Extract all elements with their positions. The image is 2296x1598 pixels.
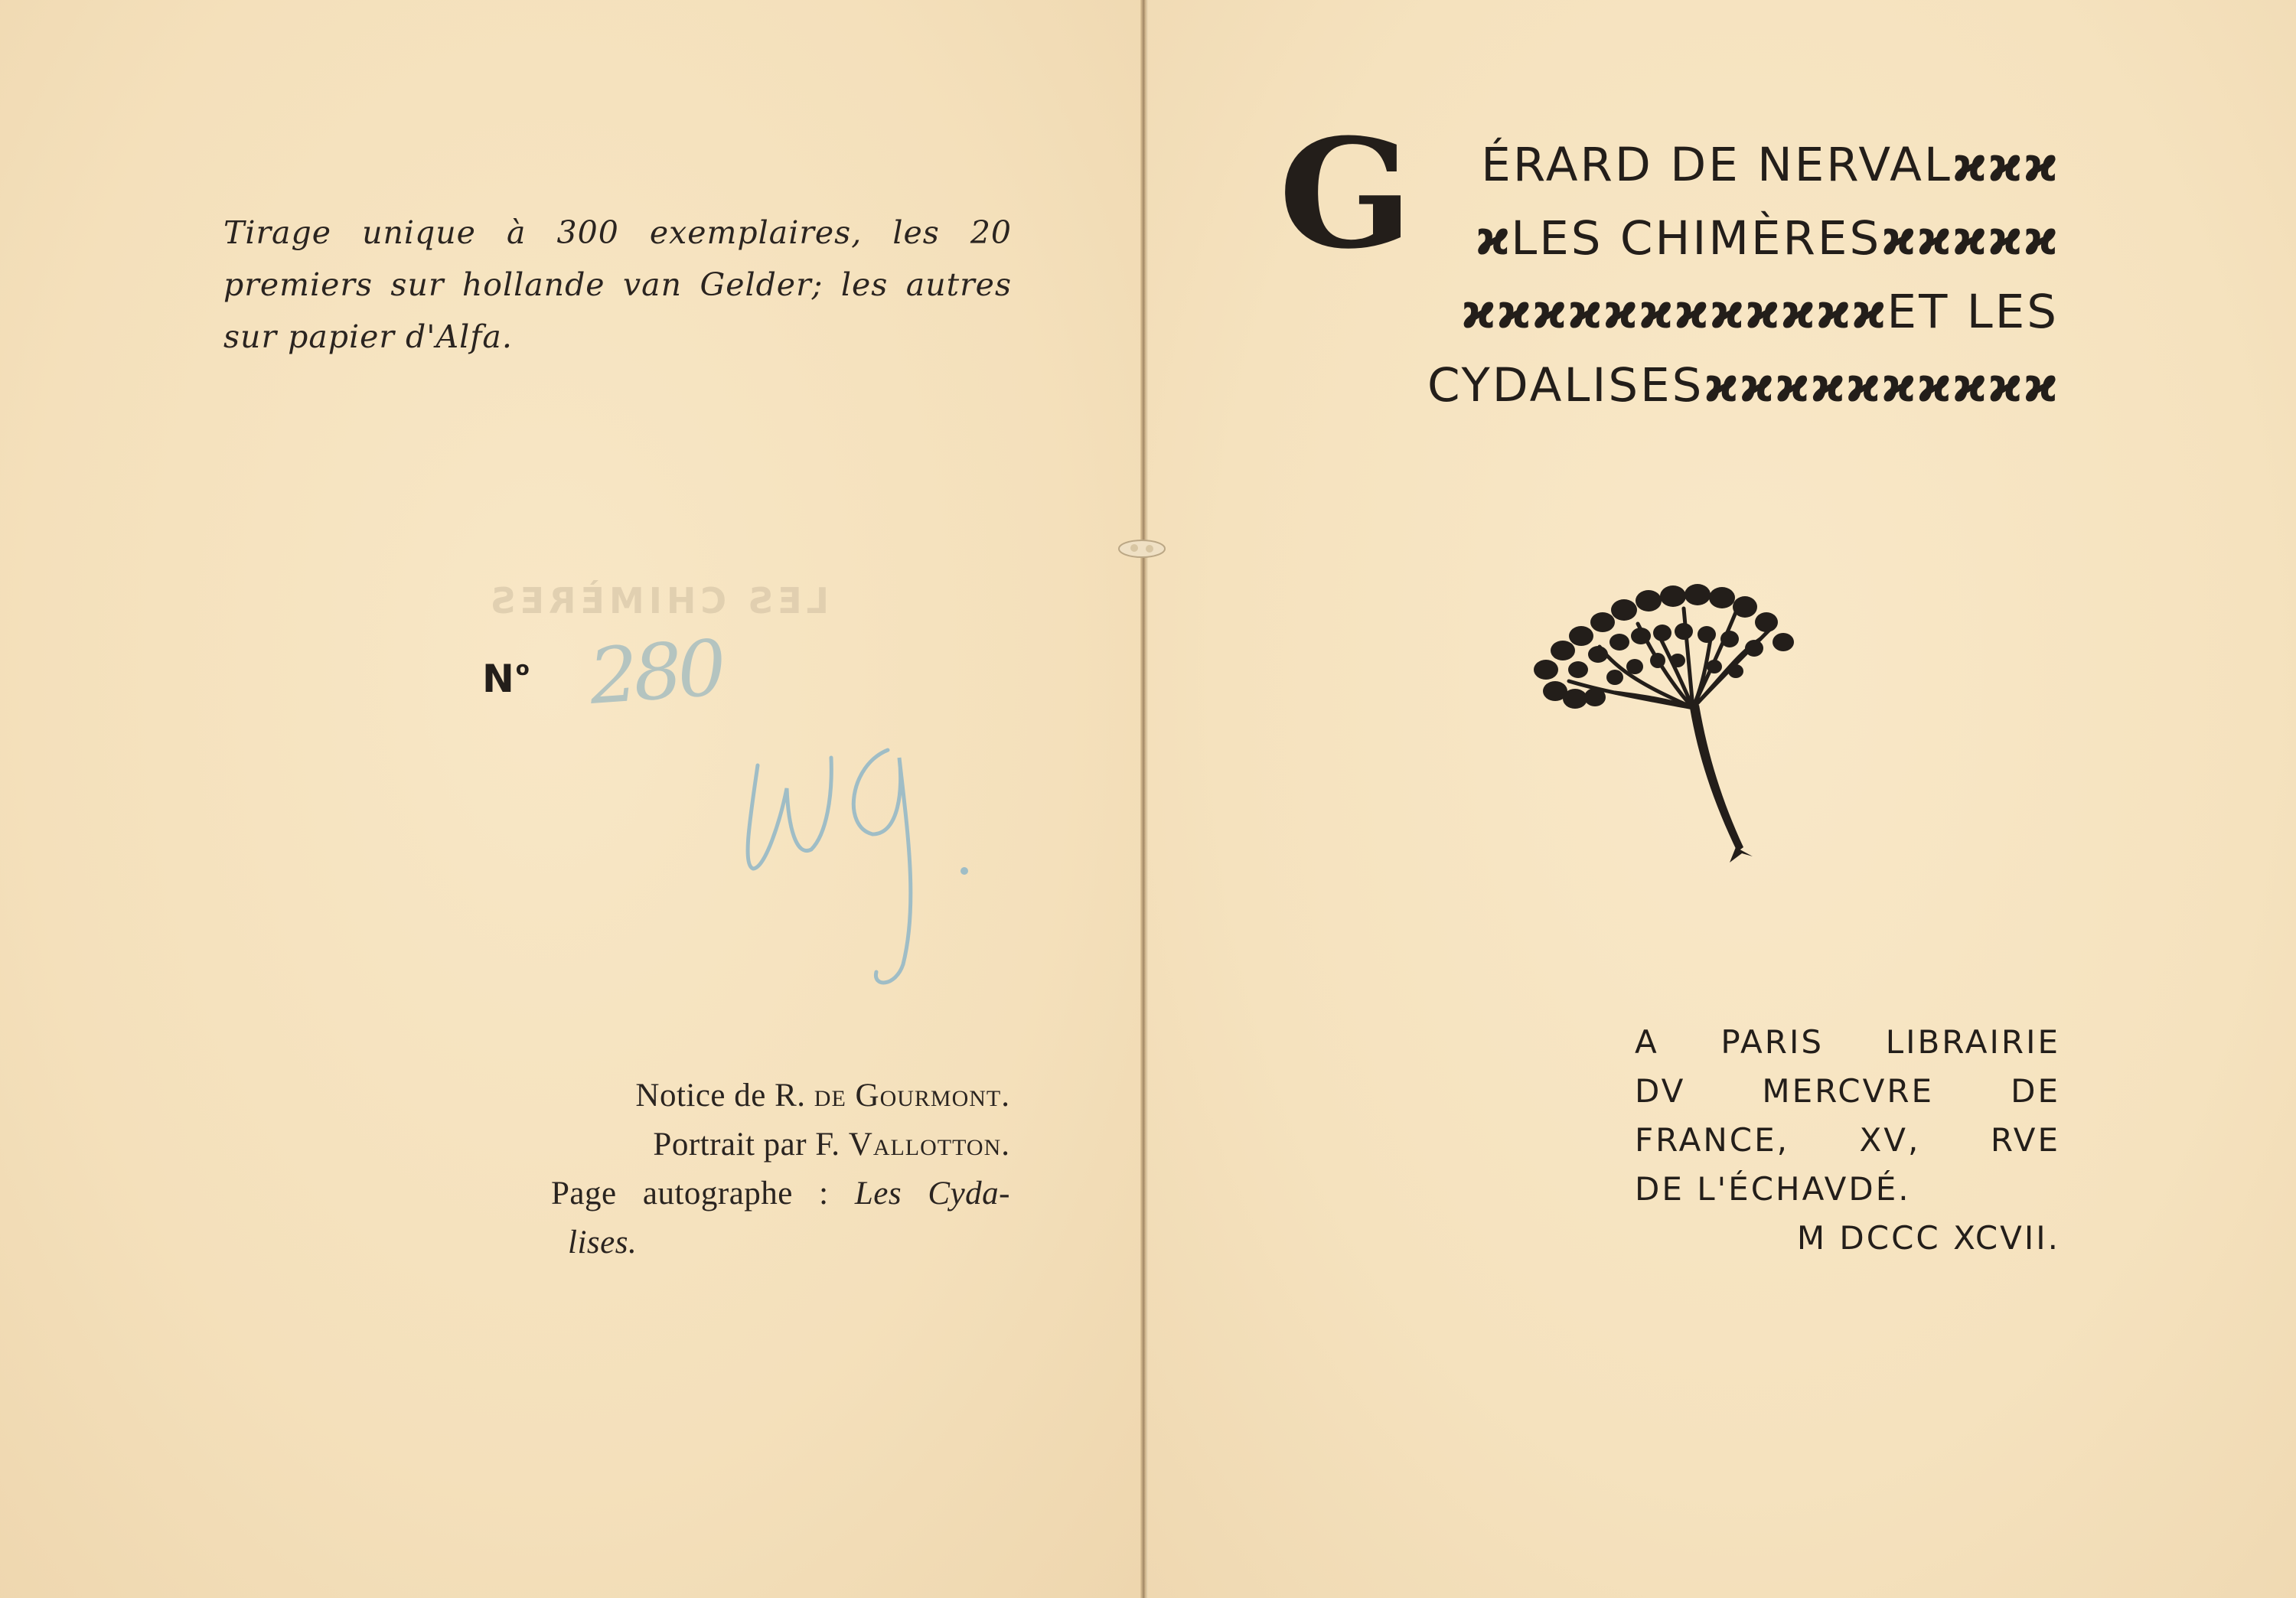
- book-gutter: [1140, 0, 1148, 1598]
- show-through-stamp: LES CHIMÈRES: [485, 580, 829, 621]
- handwritten-copy-number: 280: [586, 623, 725, 722]
- title-et-les: ϰϰϰϰϰϰϰϰϰϰϰϰET LES: [1461, 285, 2059, 339]
- imprint-line-4: DE L'ÉCHAVDÉ.: [1635, 1170, 1911, 1208]
- title-cydalises: CYDALISESϰϰϰϰϰϰϰϰϰϰ: [1427, 358, 2059, 413]
- imprint-block: [1635, 1018, 2060, 1263]
- title-chimeres: ϰLES CHIMÈRESϰϰϰϰϰ: [1475, 211, 2059, 266]
- credit-portrait: Portrait par F. Vallotton.: [653, 1127, 1010, 1163]
- ornament-flourish: ϰϰϰϰϰϰϰϰϰϰϰϰ: [1461, 285, 1887, 339]
- print-run-notice: Tirage unique à 300 exemplaires, les 20 premiers sur hollande van Gelder; les autres sur papier d'Alfa.: [223, 214, 1012, 355]
- imprint-date: M DCCC XCVII.: [1796, 1219, 2060, 1257]
- binding-thread-icon: [1111, 533, 1172, 564]
- imprint-line-2: DV MERCVRE DE: [1635, 1072, 2060, 1110]
- copy-number-label: [482, 657, 530, 701]
- numero-superscript: o: [515, 657, 530, 680]
- drop-cap: G: [1278, 106, 1414, 282]
- credit-autograph-continued: lises.: [568, 1225, 638, 1260]
- credit-notice: Notice de R. de Gourmont.: [635, 1078, 1010, 1114]
- numero-letter: N: [482, 657, 514, 701]
- ornament-flourish: ϰ: [1475, 211, 1512, 266]
- imprint-line-1: A PARIS LIBRAIRIE: [1635, 1023, 2060, 1061]
- ornament-flourish: ϰϰϰϰϰϰϰϰϰϰ: [1704, 358, 2059, 413]
- credit-autograph: Page autographe : Les Cyda-: [551, 1176, 1010, 1212]
- umbel-flower-icon: [1515, 563, 1806, 869]
- credits-list: [551, 1071, 1010, 1267]
- ornament-flourish: ϰϰϰ: [1952, 138, 2059, 192]
- title-author: ÉRARD DE NERVALϰϰϰ: [1481, 138, 2059, 192]
- ornament-flourish: ϰϰϰϰϰ: [1881, 211, 2059, 266]
- imprint-line-3: FRANCE, XV, RVE: [1635, 1121, 2060, 1159]
- title-block: [1270, 106, 2073, 413]
- handwritten-initials-icon: [735, 735, 987, 1010]
